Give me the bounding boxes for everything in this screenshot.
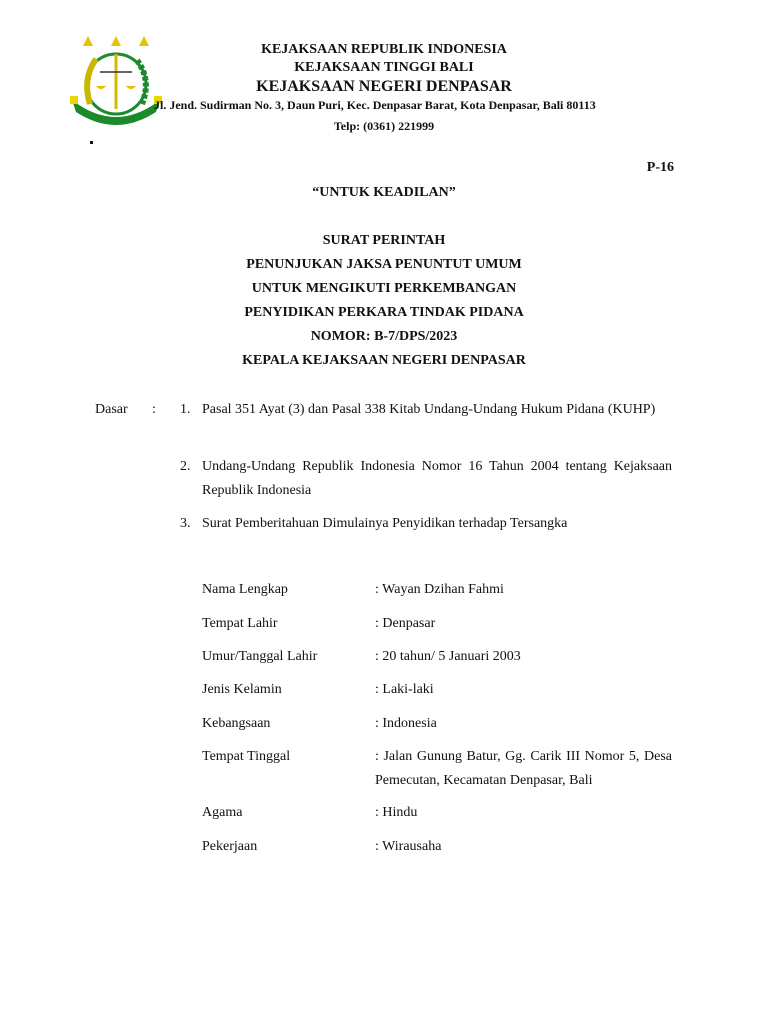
title-line3: UNTUK MENGIKUTI PERKEMBANGAN xyxy=(251,281,517,296)
title-number: NOMOR: B-7/DPS/2023 xyxy=(310,329,458,344)
title-line1: SURAT PERINTAH xyxy=(322,233,446,248)
dasar-item-text: Undang-Undang Republik Indonesia Nomor 16 Tahun 2004 tentang Kejaksaan Republik Indonesia xyxy=(202,459,672,498)
dasar-label: Dasar xyxy=(95,402,128,417)
field-value: : Wirausaha xyxy=(375,839,442,854)
title-line2: PENUNJUKAN JAKSA PENUNTUT UMUM xyxy=(246,257,522,272)
letterhead-line2: KEJAKSAAN TINGGI BALI xyxy=(294,60,474,75)
field-value: : Jalan Gunung Batur, Gg. Carik III Nomor 5, Desa Pemecutan, Kecamatan Denpasar, Bali xyxy=(375,749,672,788)
dasar-colon: : xyxy=(152,402,156,417)
title-line4: PENYIDIKAN PERKARA TINDAK PIDANA xyxy=(244,305,524,320)
field-label: Tempat Lahir xyxy=(202,616,278,631)
dasar-item-text: Pasal 351 Ayat (3) dan Pasal 338 Kitab Undang-Undang Hukum Pidana (KUHP) xyxy=(202,402,656,417)
letterhead-line3: KEJAKSAAN NEGERI DENPASAR xyxy=(256,78,512,95)
field-label: Jenis Kelamin xyxy=(202,682,282,697)
dasar-item-number: 3. xyxy=(180,516,191,531)
field-label: Nama Lengkap xyxy=(202,582,288,597)
letterhead-line1: KEJAKSAAN REPUBLIK INDONESIA xyxy=(261,42,507,57)
field-label: Umur/Tanggal Lahir xyxy=(202,649,318,664)
title-line6: KEPALA KEJAKSAAN NEGERI DENPASAR xyxy=(242,353,526,368)
field-label: Tempat Tinggal xyxy=(202,749,291,764)
field-value: : Denpasar xyxy=(375,616,436,631)
field-label: Agama xyxy=(202,805,243,820)
field-value: : Indonesia xyxy=(375,716,437,731)
bullet-mark xyxy=(90,141,93,144)
field-label: Kebangsaan xyxy=(202,716,271,731)
field-label: Pekerjaan xyxy=(202,839,258,854)
motto: “UNTUK KEADILAN” xyxy=(312,185,456,200)
dasar-item-number: 1. xyxy=(180,402,191,417)
letterhead-address: Jl. Jend. Sudirman No. 3, Daun Puri, Kec. Denpasar Barat, Kota Denpasar, Bali 80113 xyxy=(154,98,596,112)
form-code: P-16 xyxy=(646,160,674,175)
field-value: : 20 tahun/ 5 Januari 2003 xyxy=(375,649,521,664)
field-value: : Wayan Dzihan Fahmi xyxy=(375,582,504,597)
letterhead-phone: Telp: (0361) 221999 xyxy=(333,119,435,133)
field-value: : Laki-laki xyxy=(375,682,434,697)
field-value: : Hindu xyxy=(375,805,418,820)
dasar-item-text: Surat Pemberitahuan Dimulainya Penyidikan terhadap Tersangka xyxy=(202,516,568,531)
dasar-item-number: 2. xyxy=(180,459,191,474)
